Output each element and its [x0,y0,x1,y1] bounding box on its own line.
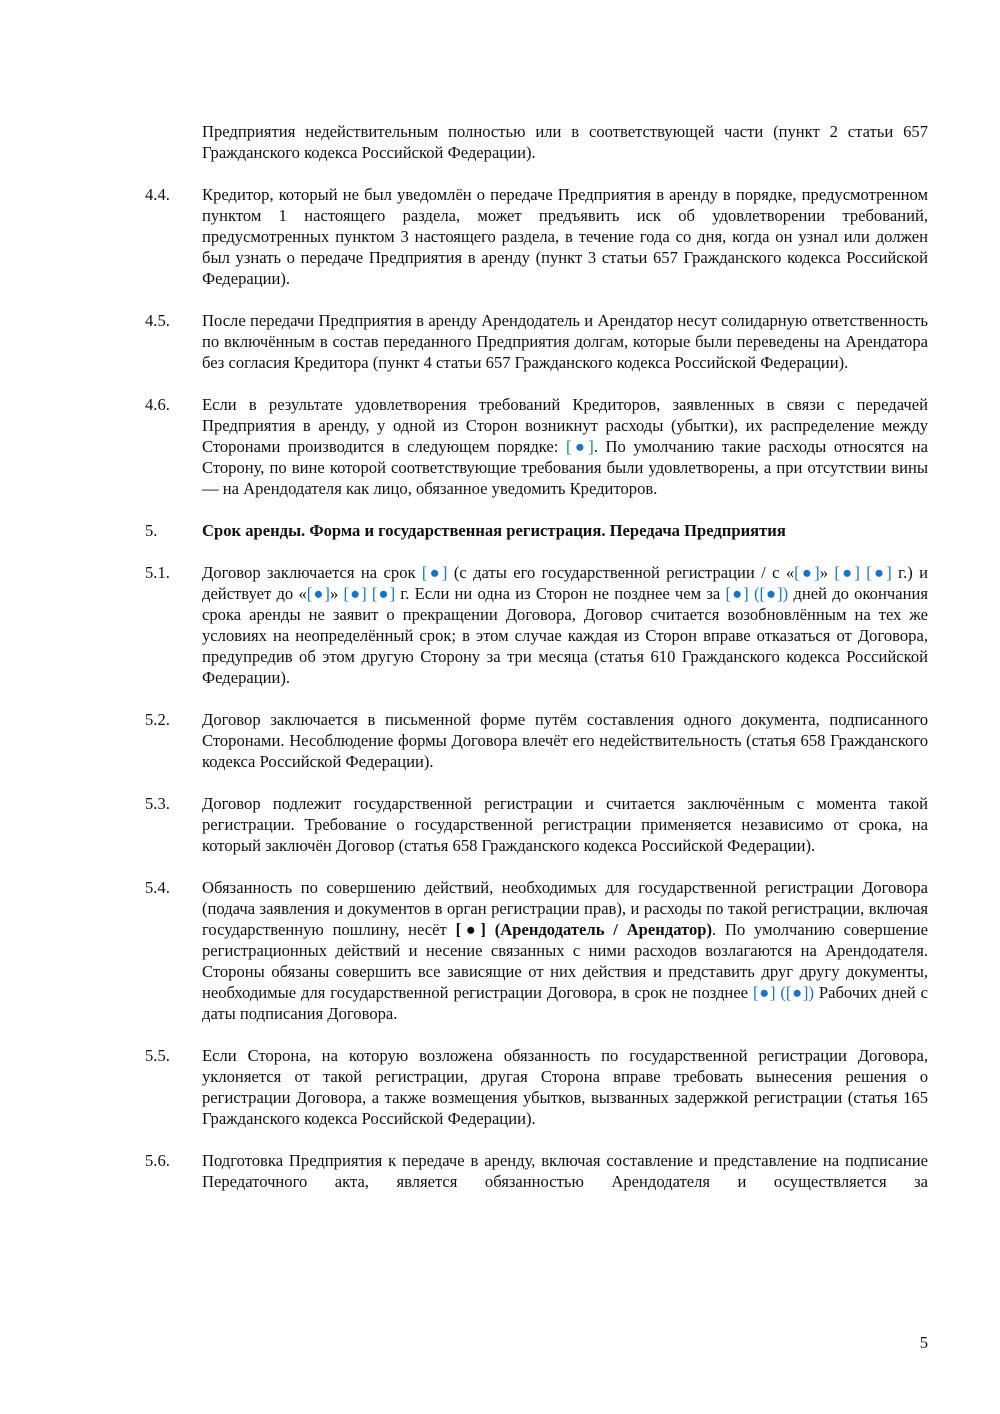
section-title: Срок аренды. Форма и государственная регистрация. Передача Предприятия [202,521,786,540]
clause-number: 5.5. [145,1046,170,1065]
clause-text [202,877,928,1024]
placeholder: [●] [343,584,367,603]
placeholder: [●] [794,563,820,582]
clause-text [202,562,928,688]
placeholder: [●] [306,584,330,603]
clause-number: 4.4. [145,185,170,204]
clause-text: Подготовка Предприятия к передаче в аренду, включая составление и представление на подписание Передаточного акта, является обязанностью Арендодателя и осуществляется за [202,1151,928,1191]
clause-text: Если Сторона, на которую возложена обязанность по государственной регистрации Договора, уклоняется от такой регистрации, другая Сторона вправе требовать вынесения решения о регистрации Договора, а также возмещения убытков, вызванных задержкой регистрации (статья 165 Гражданского кодекса Российской Федерации). [202,1046,928,1128]
placeholder: [●] [752,983,776,1002]
clause-number: 5.4. [145,878,170,897]
section-5-heading [145,520,928,541]
text-segment: Если в результате удовлетворения требований Кредиторов, заявленных в связи с передачей Предприятия в аренду, у одной из Сторон возникнут расходы (убытки), их распределение между Сторонами производится в следующем порядке: [202,395,928,456]
clause-number: 4.5. [145,311,170,330]
text-segment: Договор заключается на срок [202,563,422,582]
document-body [145,121,928,1192]
text-segment: . По умолчанию такие расходы относятся на Сторону, по вине которой соответствующие требования были удовлетворены, а при отсутствии вины — на Арендодателя как лицо, обязанное уведомить Кредиторов. [202,437,929,498]
clause-5-5 [145,1045,928,1129]
text-segment: » [819,563,835,582]
text-segment: г. Если ни одна из Сторон не позднее чем за [395,584,726,603]
placeholder: [●] [421,563,448,582]
continuation-paragraph: Предприятия недействительным полностью или в соответствующей части (пункт 2 статьи 657 Гражданского кодекса Российской Федерации). [202,122,928,162]
clause-text: После передачи Предприятия в аренду Арендодатель и Арендатор несут солидарную ответственность по включённым в состав переданного Предприятия долгам, которые были переведены на Арендатора без согласия Кредитора (пункт 4 статьи 657 Гражданского кодекса Российской Федерации). [202,311,928,372]
clause-number: 4.6. [145,395,170,414]
placeholder: [●] [866,563,892,582]
clause-number: 5.6. [145,1151,170,1170]
clause-5-1 [145,562,928,688]
placeholder: [●] [371,584,396,603]
placeholder-bracketed: ([●]) [753,584,789,603]
placeholder: [●] [834,563,860,582]
clause-5-3 [145,793,928,856]
text-segment: Рабочих дней с даты подписания Договора. [202,983,928,1023]
section-number: 5. [145,521,158,540]
clause-4-6 [145,394,928,499]
clause-4-5 [145,310,928,373]
clause-text [202,394,928,499]
text-segment: . По умолчанию совершение регистрационных действий и несение связанных с ними расходов возлагаются на Арендодателя. Стороны обязаны совершить все зависящие от них действия и представить друг другу документы, необходимые для государственной регистрации Договора, в срок не позднее [202,920,928,1002]
clause-5-2 [145,709,928,772]
text-segment: Обязанность по совершению действий, необходимых для государственной регистрации Договора (подача заявления и документов в орган регистрации прав), и расходы по такой регистрации, включая государственную пошлину, несёт [202,878,928,939]
text-segment: г.) и действует до « [202,563,929,603]
clause-text: Кредитор, который не был уведомлён о передаче Предприятия в аренду в порядке, предусмотренном пунктом 1 настоящего раздела, может предъявить иск об удовлетворении требований, предусмотренных пунктом 3 настоящего раздела, в течение года со дня, когда он узнал или должен был узнать о передаче Предприятия в аренду (пункт 3 статьи 657 Гражданского кодекса Российской Федерации). [202,185,928,288]
clause-text: Договор подлежит государственной регистрации и считается заключённым с момента такой регистрации. Требование о государственной регистрации применяется независимо от срока, на который заключён Договор (статья 658 Гражданского кодекса Российской Федерации). [202,794,928,855]
bold-party-choice: [●] (Арендодатель / Арендатор) [455,920,713,939]
text-segment: » [329,584,344,603]
placeholder: [●] [725,584,749,603]
text-segment: дней до окончания срока аренды не заявит о прекращении Договора, Договор считается возобновлённым на тех же условиях на неопределённый срок; в этом случае каждая из Сторон вправе отказаться от Договора, предупредив об этом другую Сторону за три месяца (статья 610 Гражданского кодекса Российской Федерации). [202,584,928,687]
clause-number: 5.3. [145,794,170,813]
placeholder-bracketed: ([●]) [780,983,814,1002]
clause-5-6 [145,1150,928,1192]
clause-5-4 [145,877,928,1024]
page-number: 5 [919,1333,928,1352]
text-segment: (с даты его государственной регистрации / с « [447,563,795,582]
clause-4-4 [145,184,928,289]
clause-number: 5.2. [145,710,170,729]
clause-text: Договор заключается в письменной форме путём составления одного документа, подписанного Сторонами. Несоблюдение формы Договора влечёт его недействительность (статья 658 Гражданского кодекса Российской Федерации). [202,710,928,771]
clause-number: 5.1. [145,563,170,582]
placeholder: [●] [565,437,594,456]
